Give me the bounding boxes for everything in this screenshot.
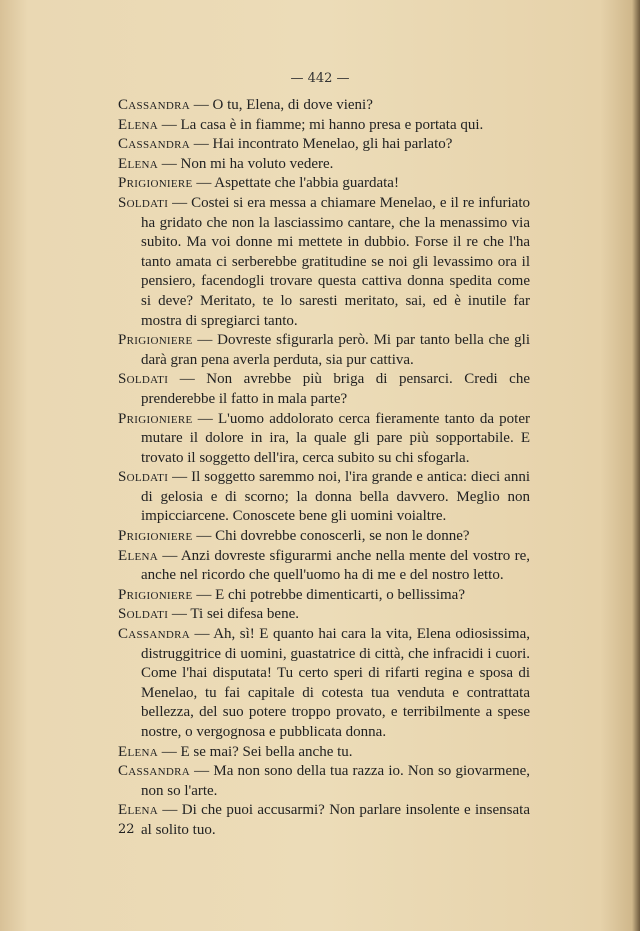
- dialogue-line: [118, 194, 530, 331]
- speaker-name: Prigioniere: [118, 410, 193, 427]
- speaker-separator: —: [190, 626, 214, 643]
- speech-text: Ah, sì! E quanto hai cara la vita, Elena odiosissima, distruggitrice di uomini, guastatrice di città, che infracidi i cuori. Come l'hai disputata! Tu certo speri di rifarti regina e sposa di Menelao, tu fai capitale di cotesta tua venduta e contrattata bellezza, del suo potere troppo provato, e terribilmente a spese nostre, o vergognosa e pubblicata donna.: [141, 626, 530, 740]
- speaker-name: Cassandra: [118, 97, 190, 113]
- dialogue-line: [118, 116, 530, 136]
- dialogue-line: [118, 547, 530, 586]
- dialogue-text: [118, 96, 530, 841]
- speech-text: Anzi dovreste sfigurarmi anche nella mente del vostro re, anche nel ricordo che quell'uomo ha di me e del nostro letto.: [141, 547, 530, 584]
- speech-text: O tu, Elena, di dove vieni?: [212, 97, 373, 113]
- speaker-separator: —: [168, 371, 207, 388]
- speech-text: Costei si era messa a chiamare Menelao, e il re infuriato ha gridato che non la lasciassimo cantare, che la menassimo via subito. Ma voi donne mi mettete in dubbio. Forse il re che l'ha tanto amata ci serberebbe gratitudine se noi gli levassimo ora il pensiero, facendogli trovare questa cattiva donna spedita come si deve? Meritato, te lo saresti meritato, sai, ed è inutile far mostra di spregiarci tanto.: [141, 194, 531, 329]
- speech-text: L'uomo addolorato cerca fieramente tanto da poter mutare il dolore in ira, la quale gli pare più sopportabile. E trovato il soggetto dell'ira, cerca subito su chi sfogarla.: [141, 410, 531, 466]
- speaker-separator: —: [168, 469, 192, 486]
- speaker-separator: —: [158, 547, 181, 564]
- speaker-name: Soldati: [118, 469, 169, 486]
- speaker-name: Prigioniere: [118, 586, 193, 603]
- speech-text: La casa è in fiamme; mi hanno presa e portata qui.: [180, 116, 484, 133]
- printer-signature: 22: [118, 822, 135, 837]
- page-number: — 442 —: [290, 71, 350, 86]
- speaker-separator: —: [158, 743, 181, 760]
- dialogue-line: [118, 468, 530, 527]
- speaker-name: Soldati: [118, 194, 169, 211]
- speaker-name: Elena: [118, 547, 158, 564]
- speaker-name: Cassandra: [118, 763, 190, 780]
- speech-text: Non avrebbe più briga di pensarci. Credi che prenderebbe il fatto in mala parte?: [141, 371, 531, 407]
- speaker-separator: —: [190, 763, 214, 780]
- speech-text: Ti sei difesa bene.: [190, 606, 299, 623]
- speaker-name: Elena: [118, 802, 158, 819]
- speaker-separator: —: [168, 606, 191, 623]
- speaker-separator: —: [192, 175, 215, 192]
- speaker-separator: —: [190, 97, 213, 113]
- speaker-name: Prigioniere: [118, 332, 193, 349]
- speaker-separator: —: [192, 586, 216, 603]
- speaker-name: Elena: [118, 155, 158, 172]
- speaker-name: Prigioniere: [118, 175, 193, 192]
- speaker-name: Soldati: [118, 606, 169, 623]
- speaker-separator: —: [192, 332, 218, 349]
- speaker-separator: —: [168, 194, 192, 211]
- speaker-separator: —: [158, 116, 181, 133]
- speech-text: Il soggetto saremmo noi, l'ira grande e antica: dieci anni di gelosia e di scorno; la donna bella davvero. Meglio non impicciarcene. Conoscete bene gli uomini voialtre.: [141, 469, 530, 525]
- speech-text: Dovreste sfigurarla però. Mi par tanto bella che gli darà gran pena averla perduta, sia pur cattiva.: [141, 332, 530, 368]
- speech-text: Non mi ha voluto vedere.: [180, 155, 334, 172]
- speaker-name: Elena: [118, 743, 158, 760]
- speech-text: E se mai? Sei bella anche tu.: [180, 743, 353, 760]
- dialogue-line: [118, 743, 530, 763]
- speech-text: Aspettate che l'abbia guardata!: [214, 175, 399, 192]
- speech-text: Di che puoi accusarmi? Non parlare insolente e insensata al solito tuo.: [141, 802, 531, 838]
- speaker-separator: —: [192, 410, 218, 427]
- speaker-name: Soldati: [118, 371, 169, 388]
- dialogue-line: [118, 605, 530, 625]
- dialogue-line: [118, 155, 530, 175]
- speaker-name: Cassandra: [118, 136, 190, 153]
- speech-text: Chi dovrebbe conoscerli, se non le donne?: [215, 528, 470, 545]
- dialogue-line: [118, 586, 530, 606]
- dialogue-line: [118, 135, 530, 155]
- speaker-name: Cassandra: [118, 626, 190, 643]
- speaker-separator: —: [190, 136, 213, 153]
- speaker-name: Elena: [118, 116, 158, 133]
- dialogue-line: [118, 370, 530, 409]
- speech-text: Hai incontrato Menelao, gli hai parlato?: [212, 136, 453, 153]
- speaker-name: Prigioniere: [118, 528, 193, 545]
- dialogue-line: [118, 96, 530, 116]
- dialogue-line: [118, 174, 530, 194]
- dialogue-line: [118, 527, 530, 547]
- speaker-separator: —: [158, 155, 181, 172]
- dialogue-line: [118, 331, 530, 370]
- speaker-separator: —: [158, 802, 182, 819]
- speaker-separator: —: [192, 528, 216, 545]
- dialogue-line: [118, 801, 530, 840]
- dialogue-line: [118, 762, 530, 801]
- speech-text: Ma non sono della tua razza io. Non so giovarmene, non so l'arte.: [141, 763, 531, 799]
- dialogue-line: [118, 410, 530, 469]
- speech-text: E chi potrebbe dimenticarti, o bellissima?: [215, 586, 466, 603]
- dialogue-line: [118, 625, 530, 743]
